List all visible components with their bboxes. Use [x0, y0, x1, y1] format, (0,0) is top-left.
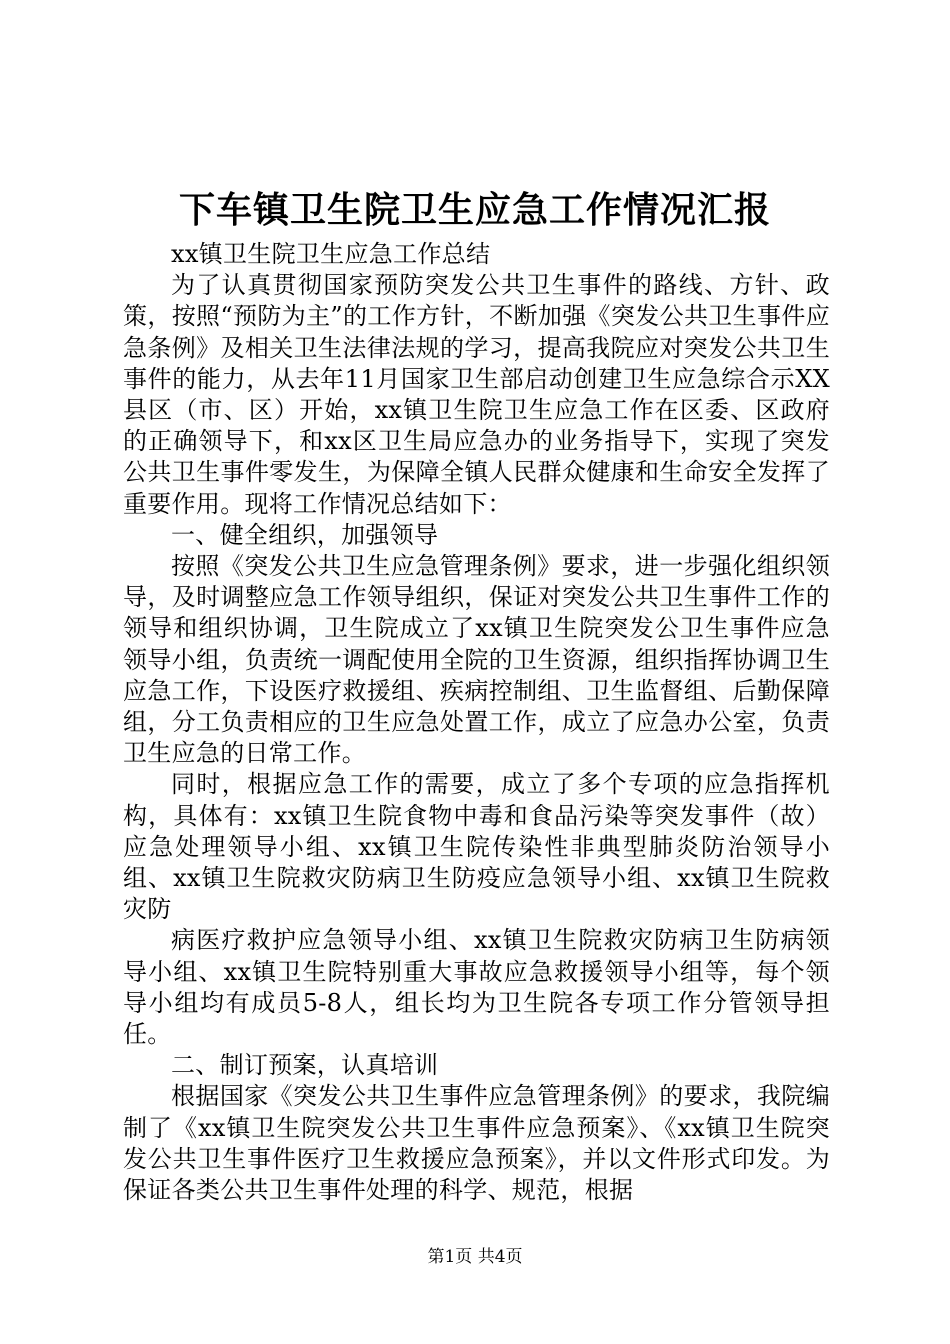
- paragraph-organization: 按照《突发公共卫生应急管理条例》要求，进一步强化组织领导，及时调整应急工作领导组织，保证对突发公共卫生事件工作的领导和组织协调，卫生院成立了xx镇卫生院突发公卫生事件应急领导小组，负责统一调配使用全院的卫生资源，组织指挥协调卫生应急工作，下设医疗救援组、疾病控制组、卫生监督组、后勤保障组，分工负责相应的卫生应急处置工作，成立了应急办公室，负责卫生应急的日常工作。: [123, 552, 830, 768]
- paragraph-special-agencies: 同时，根据应急工作的需要，成立了多个专项的应急指挥机构，具体有：xx镇卫生院食物中毒和食品污染等突发事件（故）应急处理领导小组、xx镇卫生院传染性非典型肺炎防治领导小组、xx镇卫生院救灾防病卫生防疫应急领导小组、xx镇卫生院救灾防: [123, 770, 830, 924]
- paragraph-plans: 根据国家《突发公共卫生事件应急管理条例》的要求，我院编制了《xx镇卫生院突发公共卫生事件应急预案》、《xx镇卫生院突发公共卫生事件医疗卫生救援应急预案》，并以文件形式印发。为保证各类公共卫生事件处理的科学、规范，根据: [123, 1082, 830, 1205]
- section-heading-2: 二、制订预案，认真培训: [171, 1051, 439, 1080]
- paragraph-intro: 为了认真贯彻国家预防突发公共卫生事件的路线、方针、政策，按照“预防为主”的工作方针，不断加强《突发公共卫生事件应急条例》及相关卫生法律法规的学习，提高我院应对突发公共卫生事件的能力，从去年11月国家卫生部启动创建卫生应急综合示XX县区（市、区）开始，xx镇卫生院卫生应急工作在区委、区政府的正确领导下，和xx区卫生局应急办的业务指导下，实现了突发公共卫生事件零发生，为保障全镇人民群众健康和生命安全发挥了重要作用。现将工作情况总结如下：: [123, 271, 830, 518]
- document-body: [123, 239, 830, 1206]
- document-title: 下车镇卫生院卫生应急工作情况汇报: [178, 189, 771, 231]
- page-footer: 第1页 共4页: [427, 1247, 523, 1267]
- section-heading-1: 一、健全组织，加强领导: [171, 520, 439, 549]
- paragraph-subtitle: xx镇卫生院卫生应急工作总结: [171, 240, 491, 268]
- paragraph-special-agencies-cont: 病医疗救护应急领导小组、xx镇卫生院救灾防病卫生防病领导小组、xx镇卫生院特别重大事故应急救援领导小组等，每个领导小组均有成员5-8人，组长均为卫生院各专项工作分管领导担任。: [123, 926, 830, 1049]
